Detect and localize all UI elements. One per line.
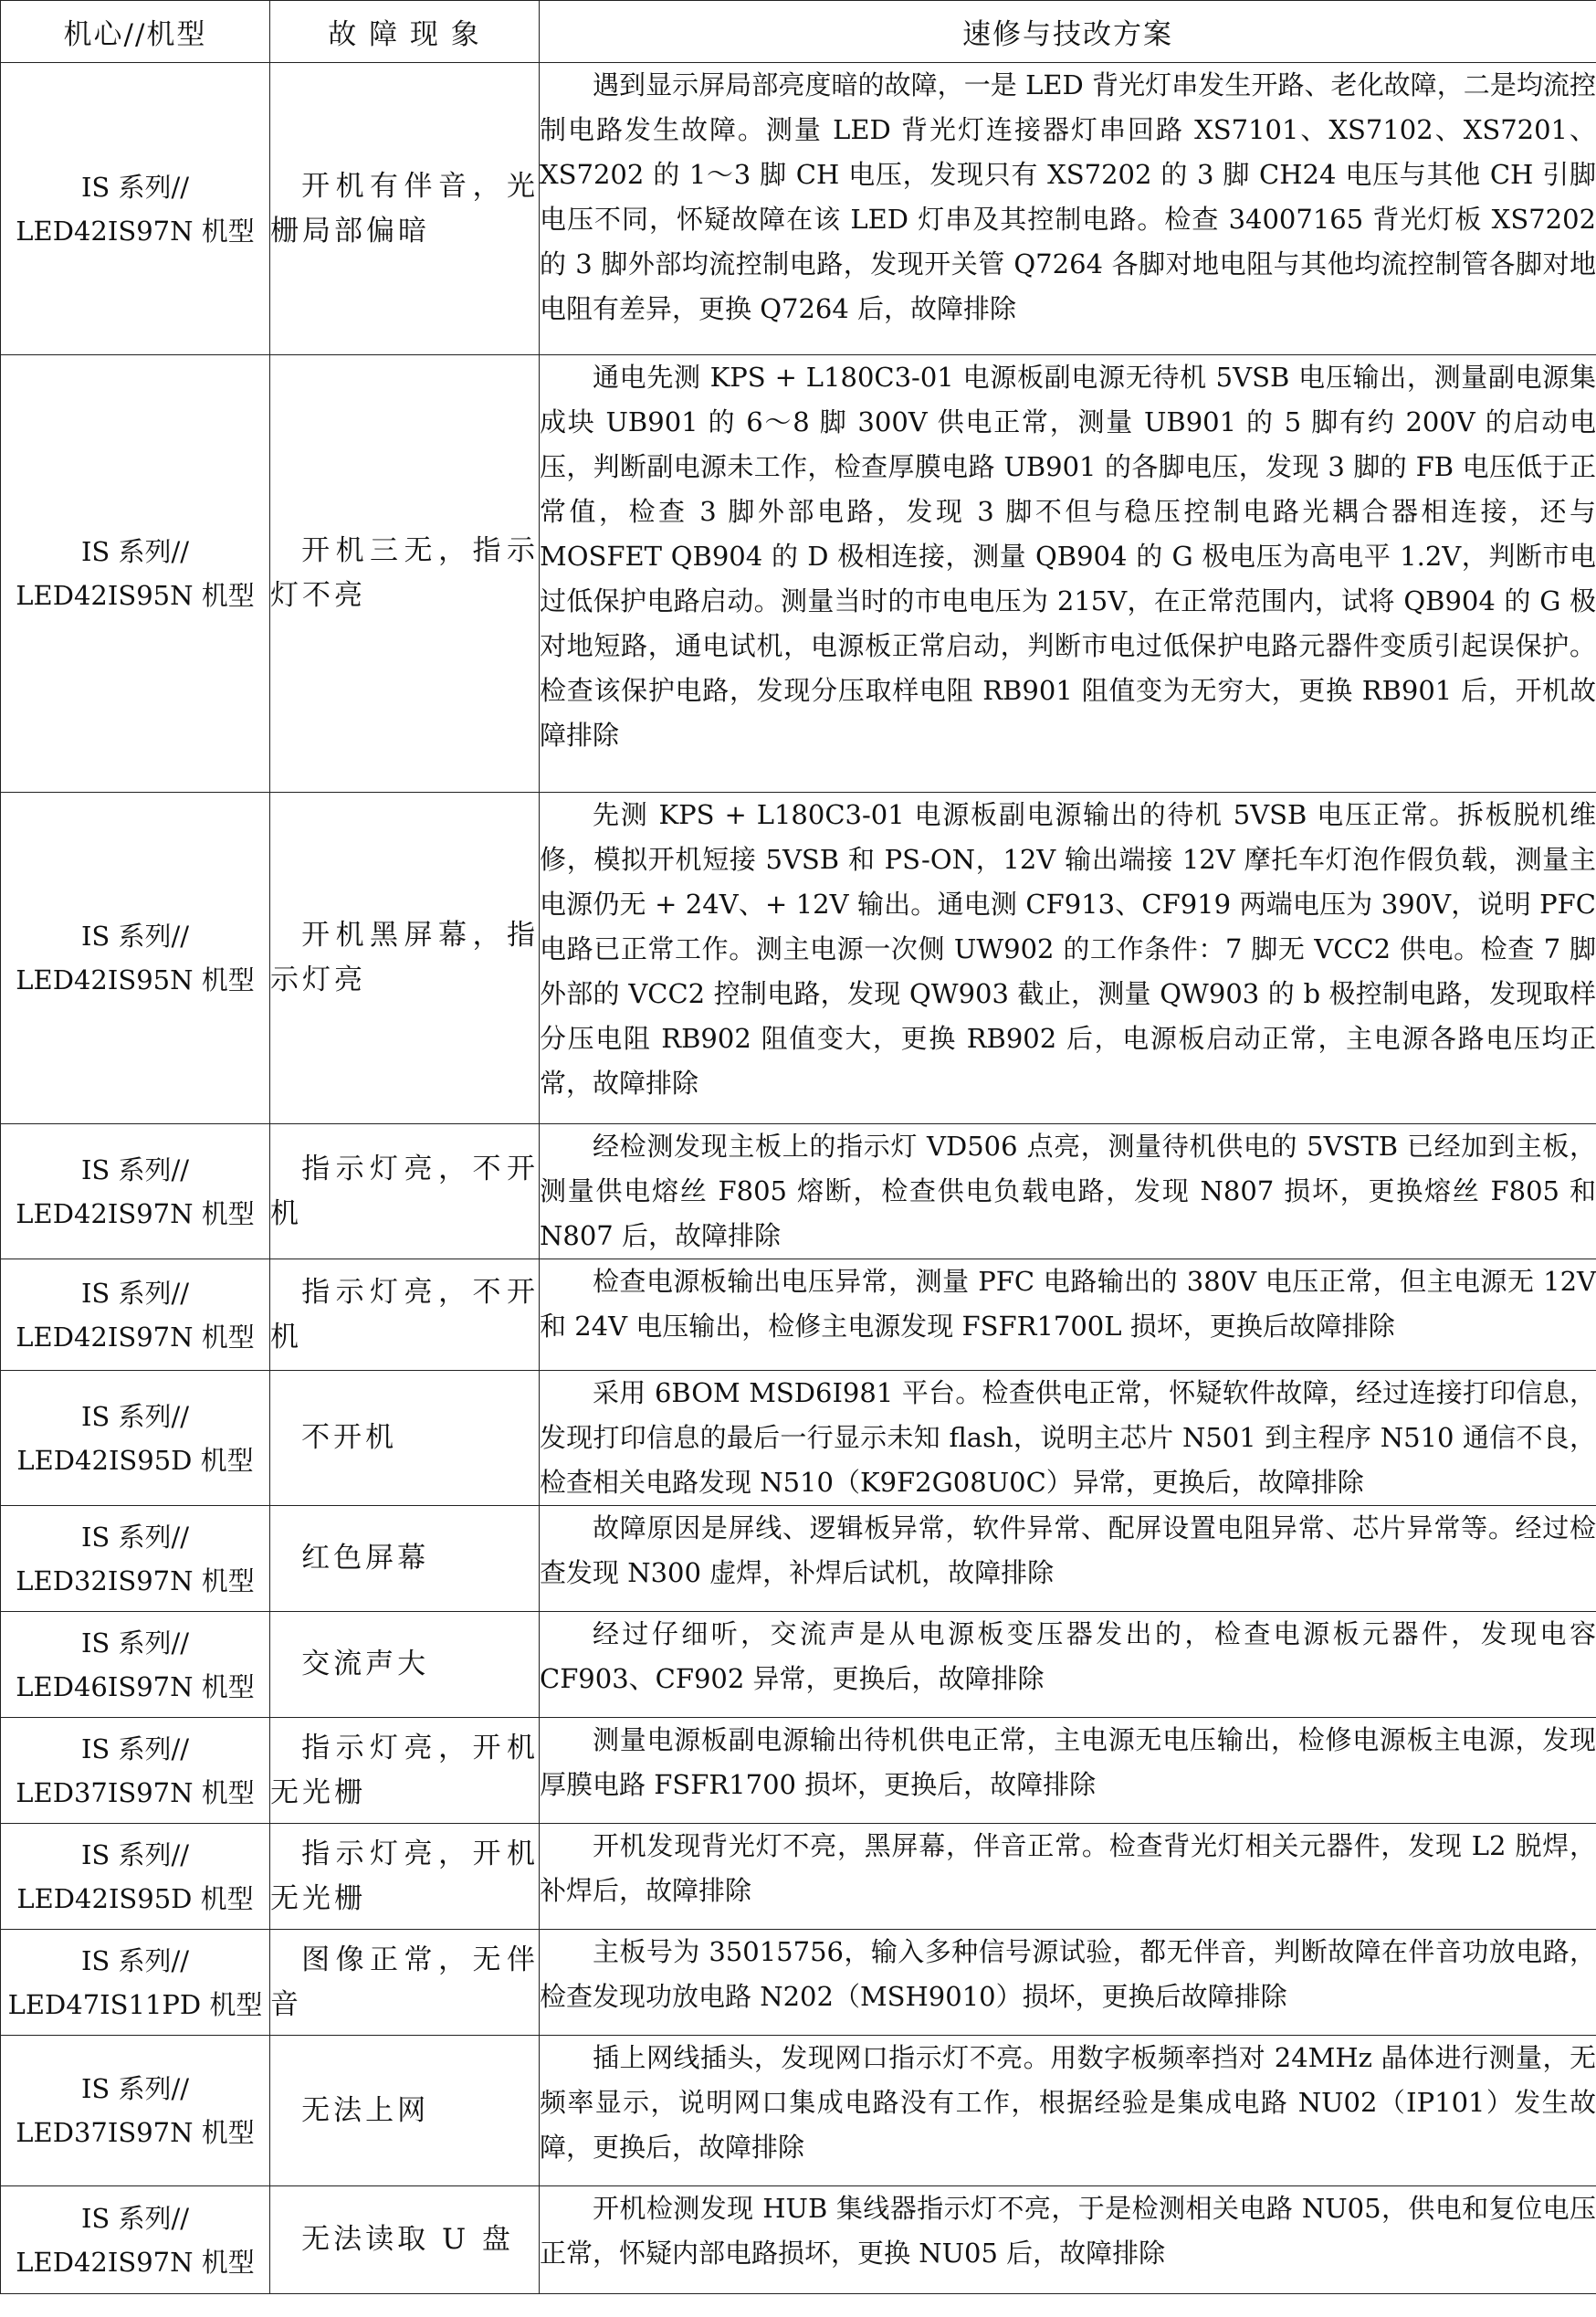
symptom-cell: 指示灯亮，不开机 — [270, 1259, 540, 1371]
model-cell — [1, 1930, 270, 2036]
model-cell — [1, 1371, 270, 1506]
model-cell — [1, 63, 270, 355]
model-name: LED42IS95D 机型 — [16, 1444, 254, 1476]
table-row — [1, 1371, 1596, 1506]
model-cell — [1, 355, 270, 793]
header-symptom: 故 障 现 象 — [270, 1, 540, 63]
model-series: IS 系列// — [80, 921, 190, 952]
table-row — [1, 793, 1596, 1124]
symptom-cell: 指示灯亮，开机无光栅 — [270, 1824, 540, 1930]
model-cell — [1, 793, 270, 1124]
header-fix: 速修与技改方案 — [540, 1, 1596, 63]
symptom-cell: 交流声大 — [270, 1612, 540, 1718]
model-cell — [1, 1718, 270, 1824]
fix-cell: 插上网线插头，发现网口指示灯不亮。用数字板频率挡对 24MHz 晶体进行测量，无频率显示，说明网口集成电路没有工作，根据经验是集成电路 NU02（IP101）发生故障，更换后，故障排除 — [540, 2036, 1596, 2186]
model-name: LED46IS97N 机型 — [16, 1670, 255, 1702]
model-series: IS 系列// — [80, 536, 190, 567]
symptom-cell: 不开机 — [270, 1371, 540, 1506]
model-name: LED42IS97N 机型 — [16, 2246, 255, 2278]
table-row — [1, 1506, 1596, 1612]
model-cell — [1, 1259, 270, 1371]
header-row — [1, 1, 1596, 63]
fix-cell: 先测 KPS + L180C3-01 电源板副电源输出的待机 5VSB 电压正常。拆板脱机维修，模拟开机短接 5VSB 和 PS-ON，12V 输出端接 12V 摩托车灯泡作假负载，测量主电源仍无 + 24V、+ 12V 输出。通电测 CF913、CF919 两端电压为 390V，说明 PFC 电路已正常工作。测主电源一次侧 UW902 的工作条件：7 脚无 VCC2 供电。检查 7 脚外部的 VCC2 控制电路，发现 QW903 截止，测量 QW903 的 b 极控制电路，发现取样分压电阻 RB902 阻值变大，更换 RB902 后，电源板启动正常，主电源各路电压均正常，故障排除 — [540, 793, 1596, 1124]
table-row — [1, 2036, 1596, 2186]
header-model: 机心//机型 — [1, 1, 270, 63]
table-row — [1, 1612, 1596, 1718]
fix-cell: 采用 6BOM MSD6I981 平台。检查供电正常，怀疑软件故障，经过连接打印信息，发现打印信息的最后一行显示未知 flash，说明主芯片 N501 到主程序 N510 通信不良，检查相关电路发现 N510（K9F2G08U0C）异常，更换后，故障排除 — [540, 1371, 1596, 1506]
table-row — [1, 355, 1596, 793]
model-series: IS 系列// — [80, 1838, 190, 1870]
model-series: IS 系列// — [80, 1627, 190, 1659]
model-series: IS 系列// — [80, 1400, 190, 1432]
model-name: LED42IS95N 机型 — [16, 580, 255, 611]
symptom-cell: 无法上网 — [270, 2036, 540, 2186]
fix-cell: 测量电源板副电源输出待机供电正常，主电源无电压输出，检修电源板主电源，发现厚膜电路 FSFR1700 损坏，更换后，故障排除 — [540, 1718, 1596, 1824]
model-series: IS 系列// — [80, 2073, 190, 2104]
symptom-cell: 指示灯亮，开机无光栅 — [270, 1718, 540, 1824]
model-series: IS 系列// — [80, 171, 190, 203]
symptom-cell: 无法读取 U 盘 — [270, 2186, 540, 2294]
fix-cell: 遇到显示屏局部亮度暗的故障，一是 LED 背光灯串发生开路、老化故障，二是均流控制电路发生故障。测量 LED 背光灯连接器灯串回路 XS7101、XS7102、XS7201、XS7202 的 1～3 脚 CH 电压，发现只有 XS7202 的 3 脚 CH24 电压与其他 CH 引脚电压不同，怀疑故障在该 LED 灯串及其控制电路。检查 34007165 背光灯板 XS7202 的 3 脚外部均流控制电路，发现开关管 Q7264 各脚对地电阻与其他均流控制管各脚对地电阻有差异，更换 Q7264 后，故障排除 — [540, 63, 1596, 355]
model-name: LED32IS97N 机型 — [16, 1564, 255, 1596]
model-cell — [1, 1506, 270, 1612]
model-cell — [1, 1124, 270, 1259]
symptom-cell: 红色屏幕 — [270, 1506, 540, 1612]
model-name: LED37IS97N 机型 — [16, 1776, 255, 1808]
fix-cell: 主板号为 35015756，输入多种信号源试验，都无伴音，判断故障在伴音功放电路，检查发现功放电路 N202（MSH9010）损坏，更换后故障排除 — [540, 1930, 1596, 2036]
table-row — [1, 1124, 1596, 1259]
model-series: IS 系列// — [80, 1521, 190, 1553]
table-row — [1, 1259, 1596, 1371]
model-cell — [1, 2186, 270, 2294]
model-name: LED42IS95N 机型 — [16, 964, 255, 995]
fix-cell: 检查电源板输出电压异常，测量 PFC 电路输出的 380V 电压正常，但主电源无 12V 和 24V 电压输出，检修主电源发现 FSFR1700L 损坏，更换后故障排除 — [540, 1259, 1596, 1371]
model-series: IS 系列// — [80, 1153, 190, 1185]
fix-cell: 经过仔细听，交流声是从电源板变压器发出的，检查电源板元器件，发现电容 CF903、CF902 异常，更换后，故障排除 — [540, 1612, 1596, 1718]
table-row — [1, 1718, 1596, 1824]
table-row — [1, 1930, 1596, 2036]
fix-cell: 开机检测发现 HUB 集线器指示灯不亮，于是检测相关电路 NU05，供电和复位电压正常，怀疑内部电路损坏，更换 NU05 后，故障排除 — [540, 2186, 1596, 2294]
symptom-cell: 图像正常，无伴音 — [270, 1930, 540, 2036]
model-cell — [1, 1612, 270, 1718]
fix-cell: 通电先测 KPS + L180C3-01 电源板副电源无待机 5VSB 电压输出，测量副电源集成块 UB901 的 6～8 脚 300V 供电正常，测量 UB901 的 5 脚有约 200V 的启动电压，判断副电源未工作，检查厚膜电路 UB901 的各脚电压，发现 3 脚的 FB 电压低于正常值，检查 3 脚外部电路，发现 3 脚不但与稳压控制电路光耦合器相连接，还与 MOSFET QB904 的 D 极相连接，测量 QB904 的 G 极电压为高电平 1.2V，判断市电过低保护电路启动。测量当时的市电电压为 215V，在正常范围内，试将 QB904 的 G 极对地短路，通电试机，电源板正常启动，判断市电过低保护电路元器件变质引起误保护。检查该保护电路，发现分压取样电阻 RB901 阻值变为无穷大，更换 RB901 后，开机故障排除 — [540, 355, 1596, 793]
symptom-cell: 指示灯亮，不开机 — [270, 1124, 540, 1259]
table-header — [1, 1, 1596, 63]
model-series: IS 系列// — [80, 2202, 190, 2234]
table-row — [1, 63, 1596, 355]
table-row — [1, 2186, 1596, 2294]
model-name: LED47IS11PD 机型 — [7, 1988, 263, 2020]
fix-cell: 故障原因是屏线、逻辑板异常，软件异常、配屏设置电阻异常、芯片异常等。经过检查发现 N300 虚焊，补焊后试机，故障排除 — [540, 1506, 1596, 1612]
table-row — [1, 1824, 1596, 1930]
symptom-cell: 开机三无，指示灯不亮 — [270, 355, 540, 793]
model-cell — [1, 2036, 270, 2186]
model-name: LED42IS95D 机型 — [16, 1882, 254, 1914]
symptom-cell: 开机黑屏幕，指示灯亮 — [270, 793, 540, 1124]
model-cell — [1, 1824, 270, 1930]
fix-cell: 开机发现背光灯不亮，黑屏幕，伴音正常。检查背光灯相关元器件，发现 L2 脱焊，补焊后，故障排除 — [540, 1824, 1596, 1930]
symptom-cell: 开机有伴音，光栅局部偏暗 — [270, 63, 540, 355]
model-name: LED42IS97N 机型 — [16, 1321, 255, 1353]
model-name: LED42IS97N 机型 — [16, 215, 255, 247]
model-series: IS 系列// — [80, 1944, 190, 1976]
model-name: LED37IS97N 机型 — [16, 2117, 255, 2148]
model-series: IS 系列// — [80, 1277, 190, 1309]
table-body — [1, 63, 1596, 2294]
fix-cell: 经检测发现主板上的指示灯 VD506 点亮，测量待机供电的 5VSTB 已经加到主板，测量供电熔丝 F805 熔断，检查供电负载电路，发现 N807 损坏，更换熔丝 F805 和 N807 后，故障排除 — [540, 1124, 1596, 1259]
model-series: IS 系列// — [80, 1732, 190, 1764]
model-name: LED42IS97N 机型 — [16, 1197, 255, 1229]
